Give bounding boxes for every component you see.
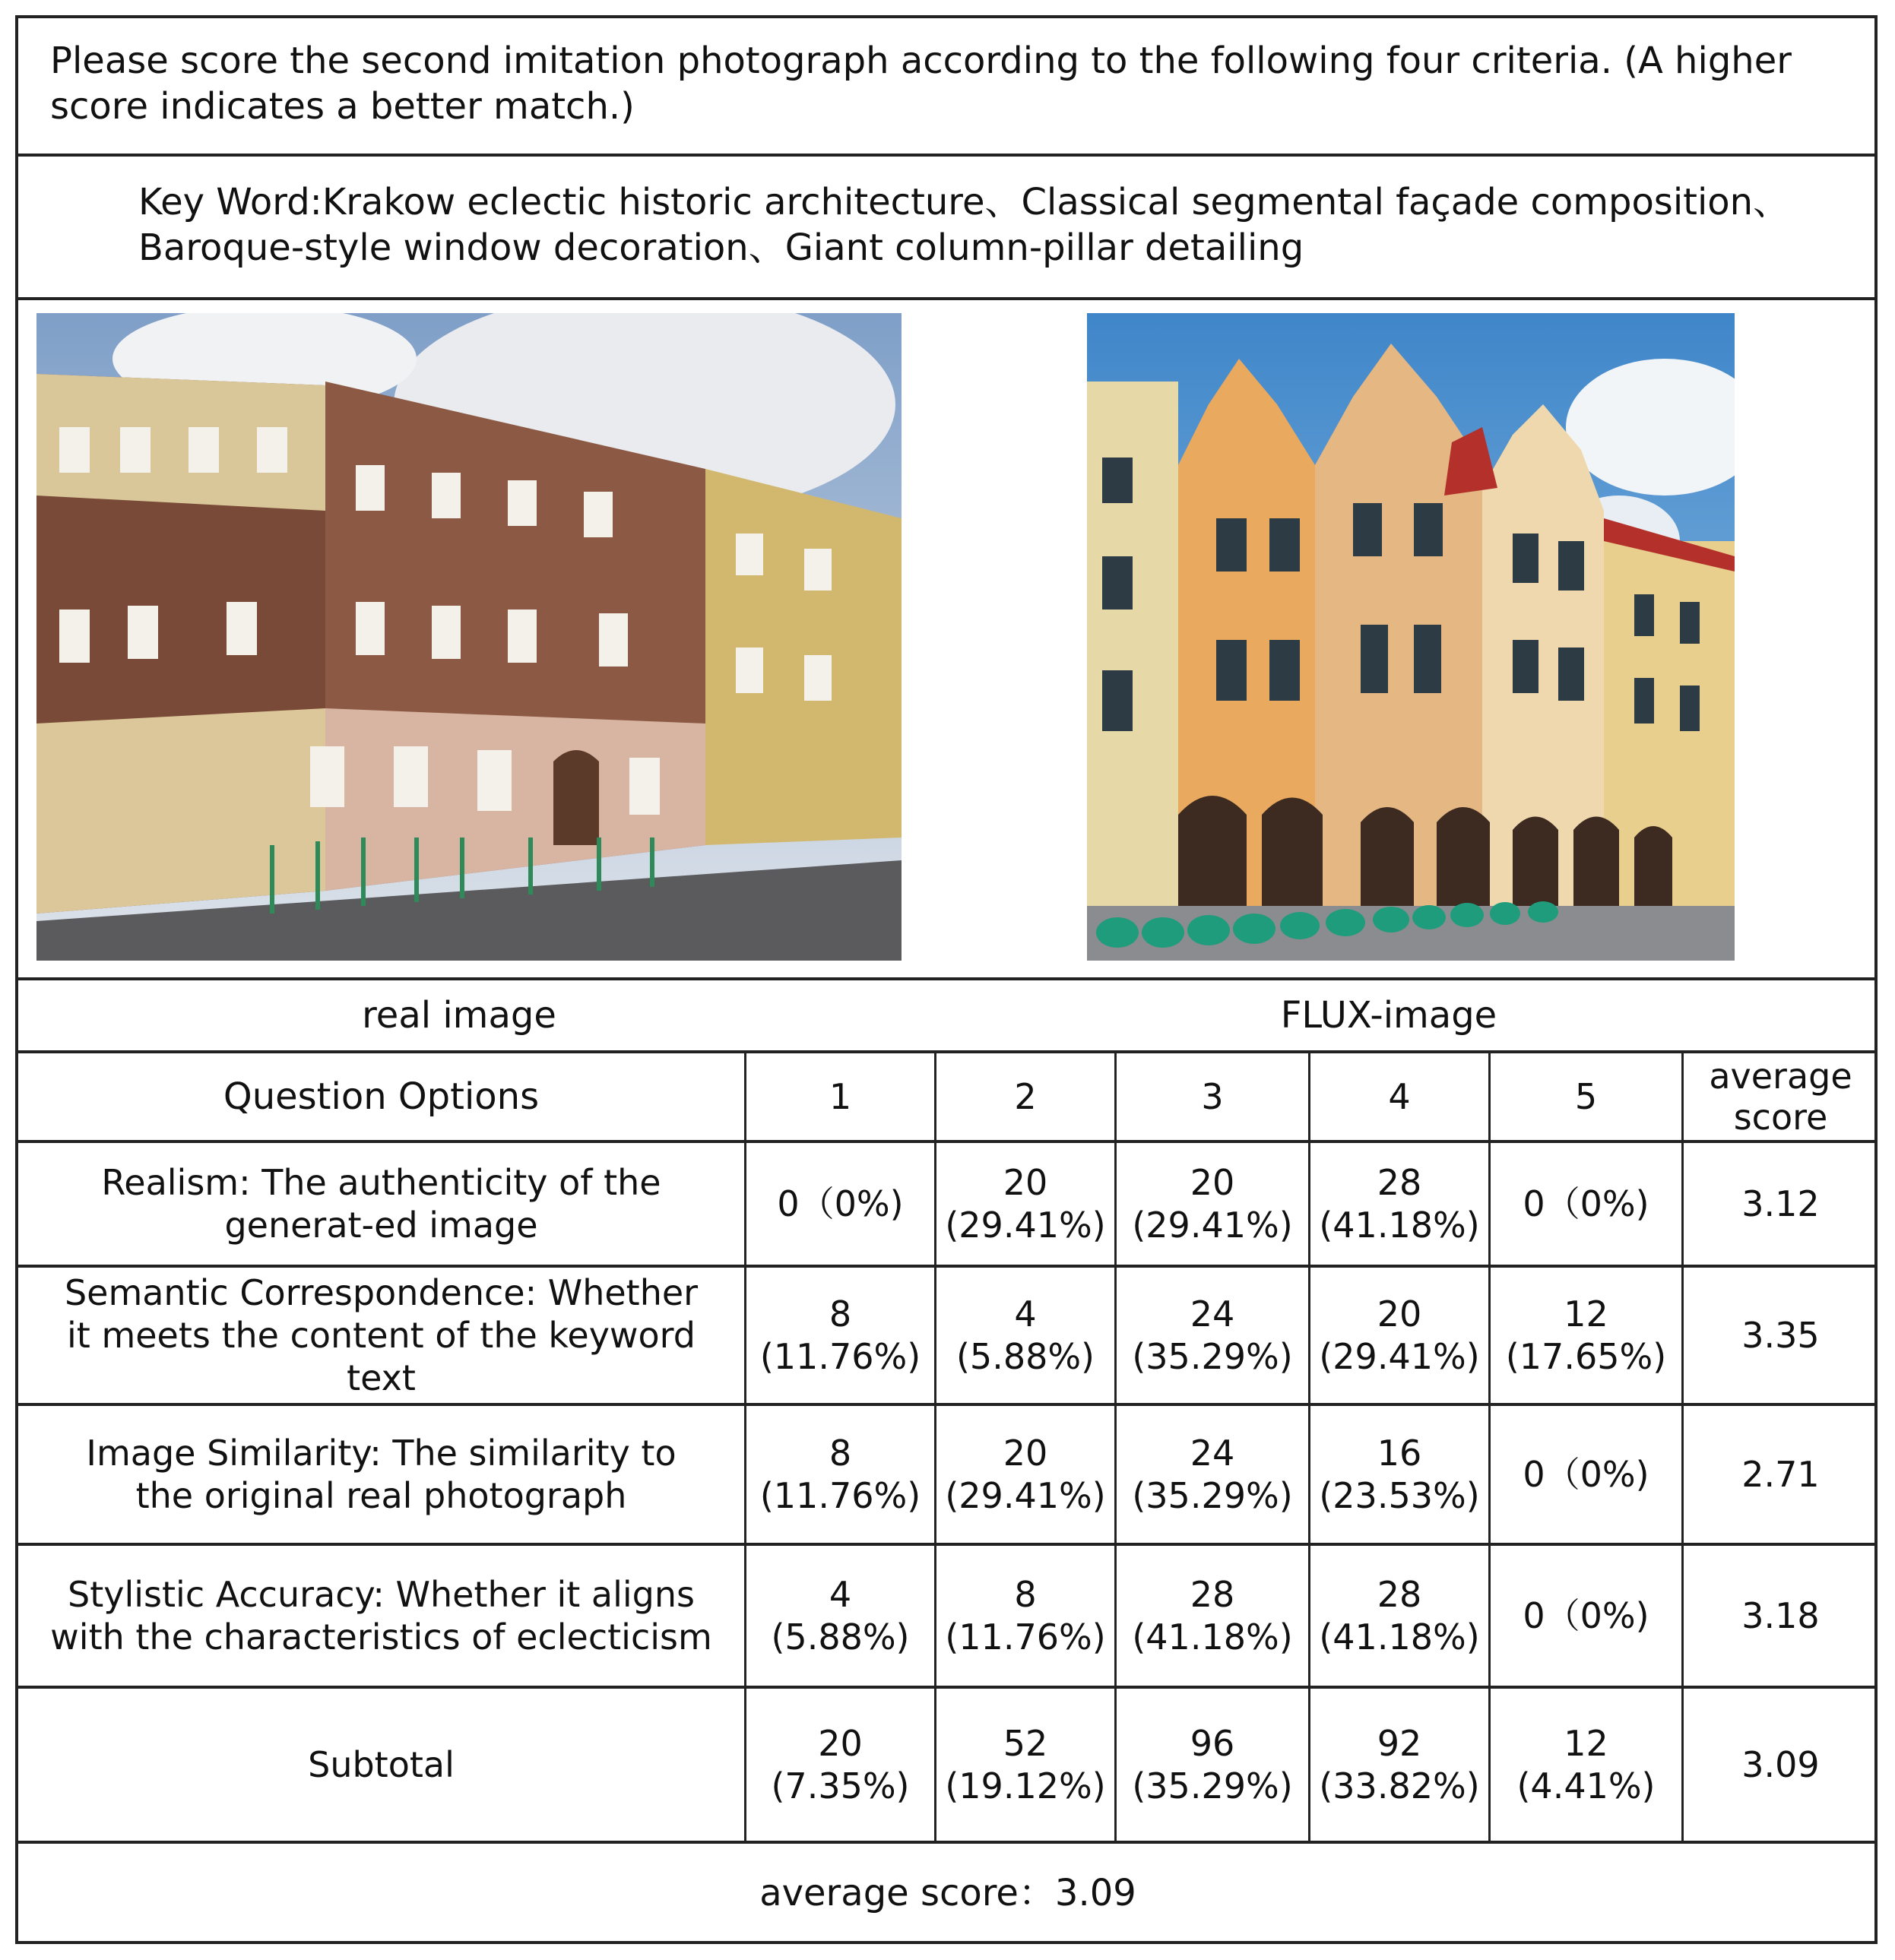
realism-score-3 [1117,1143,1308,1265]
keywords-line-2: Baroque-style window decoration、Giant column-pillar detailing [138,226,1304,269]
percent: (17.65%) [1505,1336,1667,1377]
flux-photo [1087,313,1735,961]
header-score-2: 2 [1014,1076,1037,1117]
count: 20 [818,1723,863,1764]
percent: (33.82%) [1319,1765,1480,1806]
percent: (35.29%) [1132,1765,1293,1806]
similarity-score-2 [936,1406,1114,1543]
semantic-score-5 [1491,1268,1681,1403]
stylistic-score-1 [746,1546,934,1686]
count: 16 [1377,1433,1422,1474]
stylistic-score-4 [1310,1546,1488,1686]
similarity-score-5: 0（0%) [1523,1454,1649,1495]
survey-frame [15,15,1878,1944]
real-image-label: real image [362,994,556,1037]
header-average-score: average score [1709,1056,1852,1138]
semantic-score-2 [936,1268,1114,1403]
subtotal-average: 3.09 [1741,1744,1820,1785]
count: 52 [1003,1723,1048,1764]
overall-average-score: average score：3.09 [759,1872,1136,1914]
percent: (41.18%) [1319,1616,1480,1658]
count: 96 [1190,1723,1235,1764]
count: 92 [1377,1723,1422,1764]
similarity-score-1 [746,1406,934,1543]
question-semantic-correspondence: Semantic Correspondence: Whether it meets the content of the keyword text [64,1272,699,1398]
realism-score-5: 0（0%) [1523,1183,1649,1224]
count: 8 [829,1433,852,1474]
percent: (11.76%) [759,1336,921,1377]
percent: (29.41%) [945,1475,1106,1516]
question-image-similarity: Image Similarity: The similarity to the original real photograph [86,1433,677,1516]
realism-score-2 [936,1143,1114,1265]
similarity-score-3 [1117,1406,1308,1543]
divider [18,154,1874,157]
percent: (5.88%) [955,1336,1095,1377]
percent: (29.41%) [945,1205,1106,1246]
realism-average: 3.12 [1741,1183,1820,1224]
percent: (4.41%) [1516,1765,1656,1806]
percent: (29.41%) [1319,1336,1480,1377]
percent: (7.35%) [771,1765,910,1806]
percent: (11.76%) [945,1616,1106,1658]
header-score-3: 3 [1201,1076,1224,1117]
count: 12 [1564,1293,1608,1335]
similarity-score-4 [1310,1406,1488,1543]
header-score-1: 1 [829,1076,852,1117]
count: 24 [1190,1293,1235,1335]
keywords-line-1: Key Word:Krakow eclectic historic architecture、Classical segmental façade composition、 [138,181,1790,223]
stylistic-score-3 [1117,1546,1308,1686]
subtotal-score-3 [1117,1689,1308,1841]
subtotal-score-5 [1491,1689,1681,1841]
question-stylistic-accuracy: Stylistic Accuracy: Whether it aligns with the characteristics of eclecticism [50,1574,712,1658]
percent: (23.53%) [1319,1475,1480,1516]
header-score-4: 4 [1388,1076,1411,1117]
count: 20 [1190,1162,1235,1203]
instruction-text: Please score the second imitation photograph according to the following four criteria. (A higher score indicates a better match.) [50,40,1792,128]
header-score-5: 5 [1574,1076,1598,1117]
count: 20 [1003,1433,1048,1474]
subtotal-label: Subtotal [308,1744,455,1785]
stylistic-average: 3.18 [1741,1595,1820,1636]
percent: (5.88%) [771,1616,910,1658]
question-realism: Realism: The authenticity of the generat-ed image [101,1162,661,1246]
stylistic-score-2 [936,1546,1114,1686]
subtotal-score-4 [1310,1689,1488,1841]
count: 4 [829,1574,852,1615]
percent: (35.29%) [1132,1336,1293,1377]
count: 28 [1377,1574,1422,1615]
flux-image-label: FLUX-image [1280,994,1497,1037]
count: 24 [1190,1433,1235,1474]
percent: (11.76%) [759,1475,921,1516]
count: 4 [1014,1293,1037,1335]
percent: (19.12%) [945,1765,1106,1806]
count: 28 [1377,1162,1422,1203]
header-question-options: Question Options [223,1075,540,1118]
similarity-average: 2.71 [1741,1454,1820,1495]
count: 8 [829,1293,852,1335]
subtotal-score-1 [746,1689,934,1841]
count: 28 [1190,1574,1235,1615]
divider [18,297,1874,300]
realism-score-4 [1310,1143,1488,1265]
stylistic-score-5: 0（0%) [1523,1595,1649,1636]
subtotal-score-2 [936,1689,1114,1841]
percent: (35.29%) [1132,1475,1293,1516]
percent: (29.41%) [1132,1205,1293,1246]
count: 12 [1564,1723,1608,1764]
semantic-average: 3.35 [1741,1315,1820,1356]
real-photo [36,313,902,961]
percent: (41.18%) [1132,1616,1293,1658]
count: 20 [1377,1293,1422,1335]
percent: (41.18%) [1319,1205,1480,1246]
realism-score-1: 0（0%) [777,1183,904,1224]
semantic-score-3 [1117,1268,1308,1403]
count: 8 [1014,1574,1037,1615]
semantic-score-1 [746,1268,934,1403]
semantic-score-4 [1310,1268,1488,1403]
count: 20 [1003,1162,1048,1203]
